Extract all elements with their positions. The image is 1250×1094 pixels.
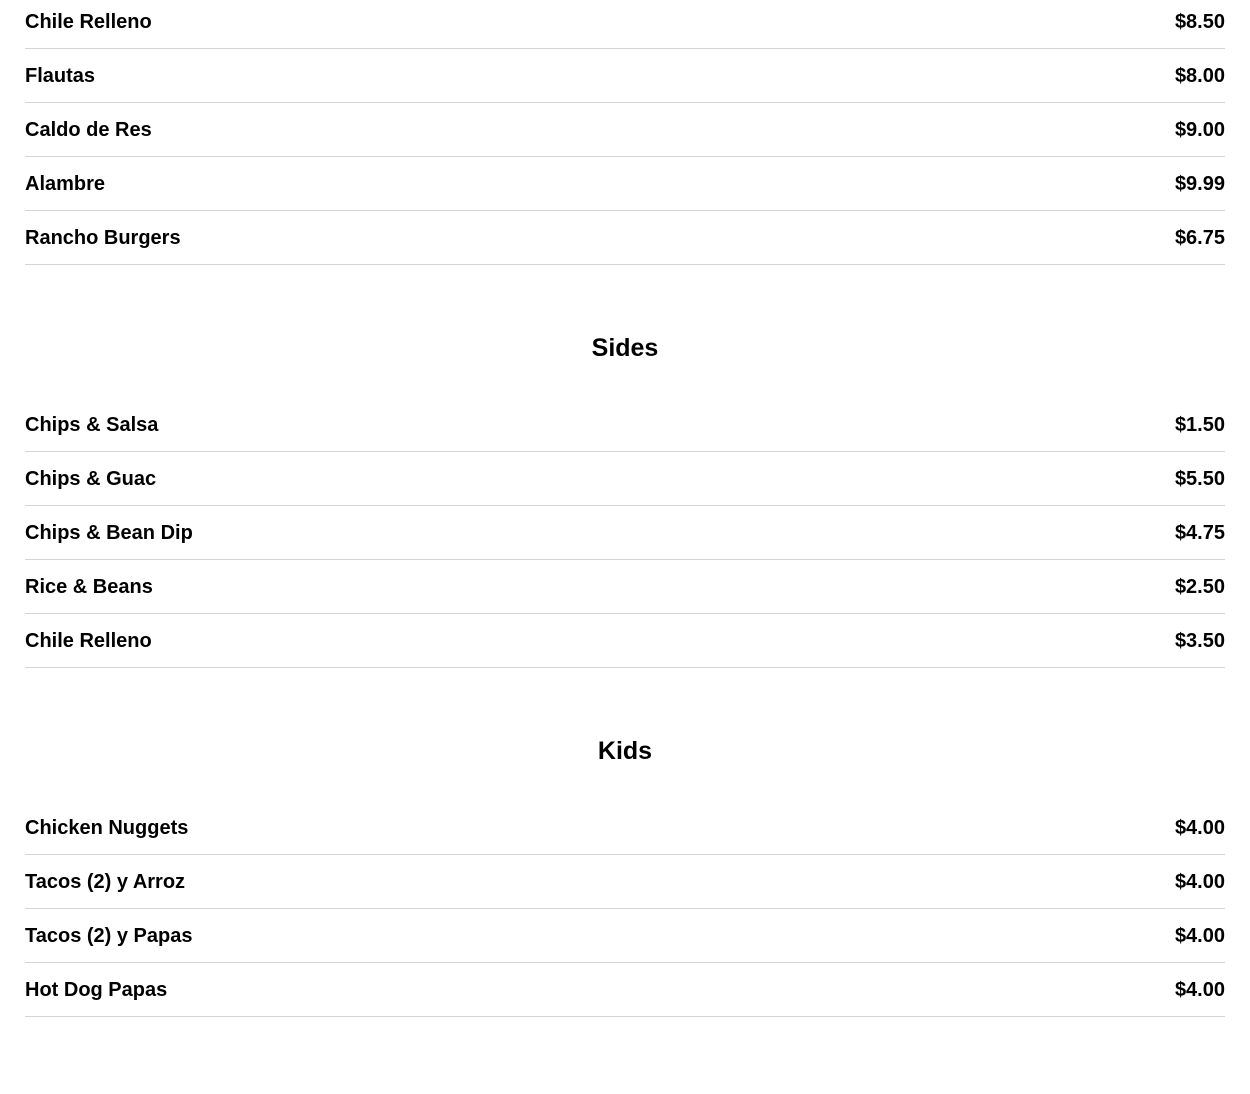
menu-item — [25, 157, 1225, 211]
menu-item — [25, 614, 1225, 668]
menu-item — [25, 909, 1225, 963]
item-name: Rice & Beans — [25, 575, 153, 598]
menu-item — [25, 855, 1225, 909]
item-price: $1.50 — [1174, 413, 1225, 436]
section-title-sides: Sides — [591, 334, 659, 362]
item-name: Chicken Nuggets — [25, 816, 189, 839]
item-name: Caldo de Res — [25, 118, 152, 141]
item-price: $2.50 — [1174, 575, 1225, 598]
item-price: $5.50 — [1174, 467, 1225, 490]
item-name: Chips & Guac — [25, 467, 157, 490]
item-price: $8.00 — [1174, 64, 1225, 87]
menu-item — [25, 560, 1225, 614]
item-name: Chips & Bean Dip — [25, 521, 193, 544]
item-price: $3.50 — [1174, 629, 1225, 652]
menu-item — [25, 103, 1225, 157]
item-price: $4.00 — [1174, 924, 1225, 947]
kids-list — [25, 801, 1225, 1017]
menu-item — [25, 49, 1225, 103]
menu-item — [25, 801, 1225, 855]
menu-item — [25, 963, 1225, 1017]
item-price: $8.50 — [1174, 10, 1225, 33]
sides-list — [25, 398, 1225, 668]
item-name: Tacos (2) y Arroz — [25, 870, 186, 893]
item-price: $4.00 — [1174, 816, 1225, 839]
item-name: Chips & Salsa — [25, 413, 159, 436]
item-name: Rancho Burgers — [25, 226, 181, 249]
item-name: Chile Relleno — [25, 629, 152, 652]
menu-item — [25, 398, 1225, 452]
item-name: Tacos (2) y Papas — [25, 924, 193, 947]
entrees-list — [25, 0, 1225, 265]
item-price: $9.99 — [1174, 172, 1225, 195]
item-name: Flautas — [25, 64, 96, 87]
section-title-kids: Kids — [597, 737, 653, 765]
item-name: Chile Relleno — [25, 10, 152, 33]
item-price: $9.00 — [1174, 118, 1225, 141]
menu-item — [25, 0, 1225, 49]
menu-item — [25, 506, 1225, 560]
menu-item — [25, 211, 1225, 265]
item-name: Hot Dog Papas — [25, 978, 168, 1001]
item-price: $6.75 — [1174, 226, 1225, 249]
item-price: $4.00 — [1174, 870, 1225, 893]
item-price: $4.75 — [1174, 521, 1225, 544]
item-price: $4.00 — [1174, 978, 1225, 1001]
menu-item — [25, 452, 1225, 506]
item-name: Alambre — [25, 172, 106, 195]
